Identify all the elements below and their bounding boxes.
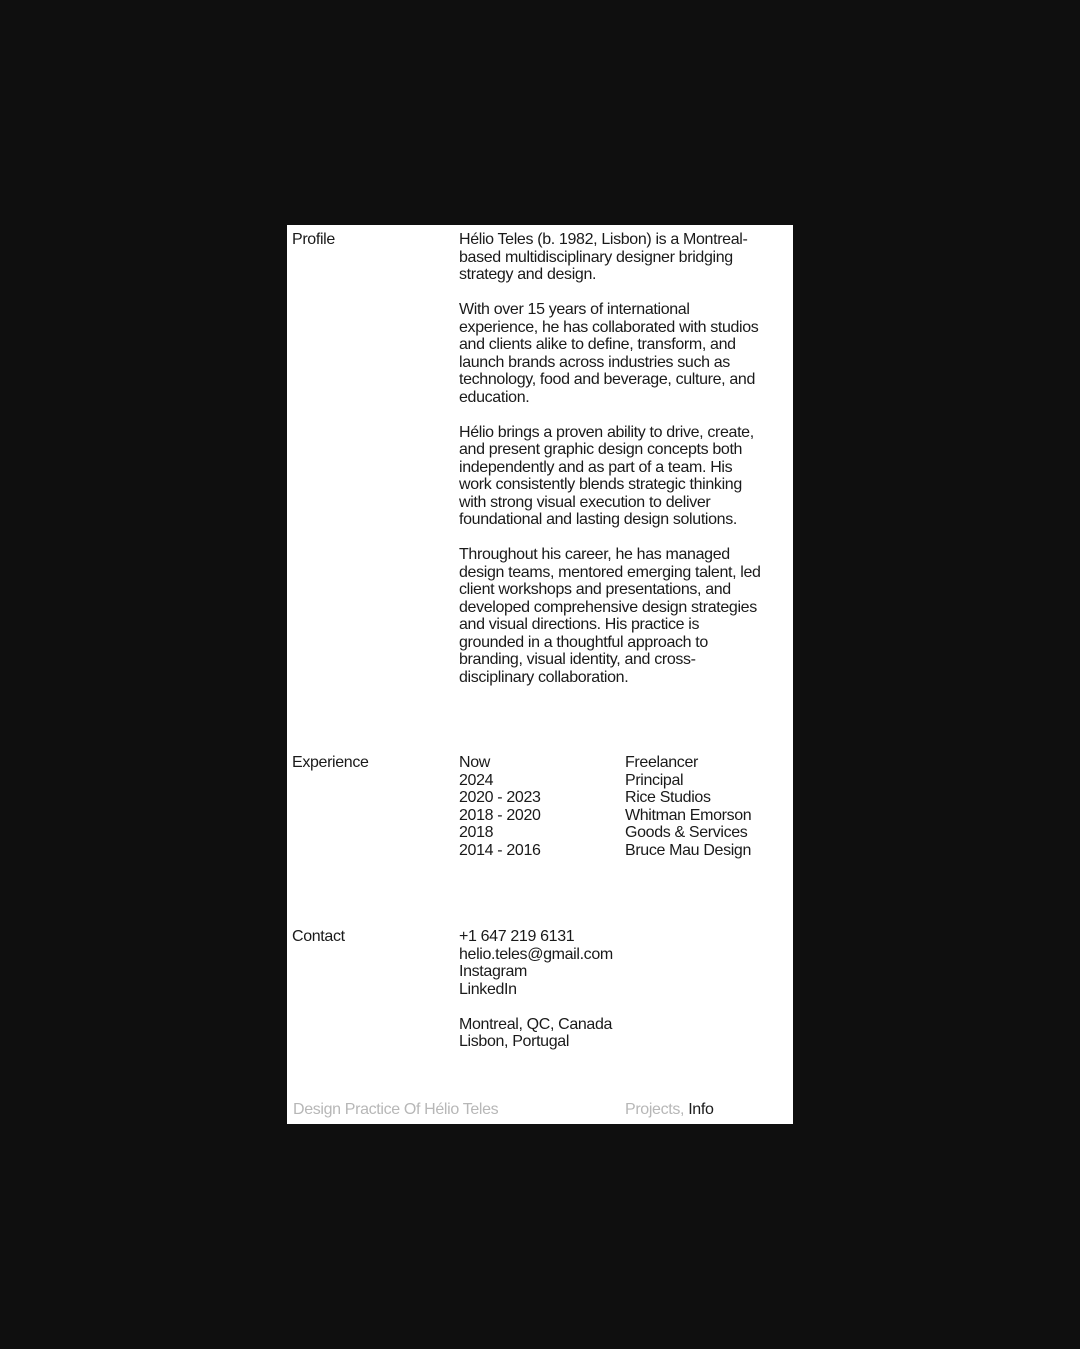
experience-company: Rice Studios: [625, 789, 711, 806]
contact-linkedin-link[interactable]: LinkedIn: [459, 980, 517, 998]
experience-company: Principal: [625, 771, 684, 789]
experience-year: 2018: [459, 824, 494, 841]
profile-paragraph: [459, 424, 789, 529]
profile-line: Hélio brings a proven ability to drive, create,: [459, 423, 754, 441]
profile-line: based multidisciplinary designer bridging: [459, 248, 733, 266]
experience-company: Bruce Mau Design: [625, 841, 752, 859]
profile-line: launch brands across industries such as: [459, 353, 730, 371]
experience-year: Now: [459, 754, 490, 771]
profile-line: work consistently blends strategic thinking: [459, 476, 742, 493]
experience-year: 2024: [459, 771, 494, 789]
footer-nav: [625, 1101, 714, 1119]
profile-text: [459, 231, 789, 686]
contact-phone-link[interactable]: +1 647 219 6131: [459, 928, 575, 945]
contact-location: Lisbon, Portugal: [459, 1033, 570, 1050]
profile-line: foundational and lasting design solutions.: [459, 511, 737, 528]
profile-line: branding, visual identity, and cross-: [459, 651, 696, 668]
profile-line: technology, food and beverage, culture, and: [459, 371, 755, 388]
profile-line: client workshops and presentations, and: [459, 581, 731, 598]
experience-company: Freelancer: [625, 754, 698, 771]
info-card: [287, 225, 793, 1124]
profile-line: grounded in a thoughtful approach to: [459, 633, 708, 651]
profile-label: Profile: [292, 231, 335, 248]
experience-company: Whitman Emorson: [625, 806, 752, 824]
profile-line: education.: [459, 388, 530, 406]
profile-line: With over 15 years of international: [459, 301, 690, 318]
experience-year: 2020 - 2023: [459, 789, 541, 806]
contact-instagram-link[interactable]: Instagram: [459, 963, 527, 980]
profile-line: experience, he has collaborated with studios: [459, 318, 759, 336]
experience-company: Goods & Services: [625, 824, 748, 841]
profile-line: with strong visual execution to deliver: [459, 493, 711, 511]
profile-line: developed comprehensive design strategies: [459, 598, 757, 616]
profile-line: and visual directions. His practice is: [459, 616, 700, 633]
profile-paragraph: [459, 546, 789, 686]
profile-line: design teams, mentored emerging talent, led: [459, 563, 761, 581]
profile-line: and present graphic design concepts both: [459, 441, 743, 458]
profile-line: and clients alike to define, transform, and: [459, 336, 736, 353]
experience-label: Experience: [292, 754, 369, 771]
experience-years: [459, 754, 619, 859]
profile-line: Hélio Teles (b. 1982, Lisbon) is a Montreal-: [459, 231, 748, 248]
contact-label: Contact: [292, 928, 345, 945]
profile-line: Throughout his career, he has managed: [459, 546, 730, 563]
profile-paragraph: [459, 301, 789, 406]
profile-line: disciplinary collaboration.: [459, 668, 629, 686]
contact-spacer: [459, 998, 789, 1016]
contact-details: [459, 928, 789, 1051]
contact-location: Montreal, QC, Canada: [459, 1015, 613, 1033]
contact-email-link[interactable]: helio.teles@gmail.com: [459, 945, 613, 963]
profile-line: strategy and design.: [459, 266, 597, 283]
experience-year: 2014 - 2016: [459, 841, 541, 859]
nav-projects-link[interactable]: Projects,: [625, 1101, 685, 1118]
experience-year: 2018 - 2020: [459, 806, 541, 824]
site-title-link[interactable]: Design Practice Of Hélio Teles: [293, 1101, 499, 1118]
profile-line: independently and as part of a team. His: [459, 458, 733, 476]
nav-info-link[interactable]: Info: [688, 1101, 714, 1118]
profile-paragraph: [459, 231, 789, 284]
experience-companies: [625, 754, 791, 859]
